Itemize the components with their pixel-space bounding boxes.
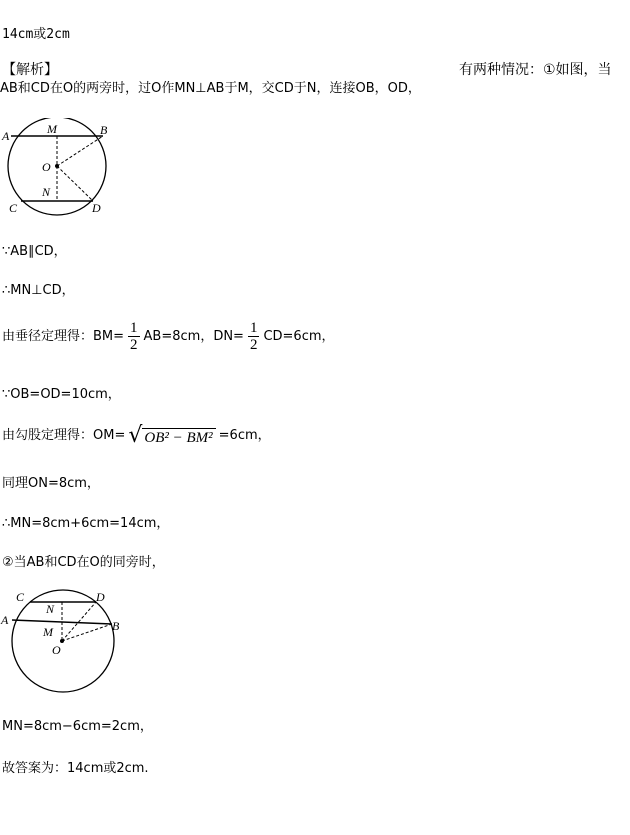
figure-same-side [0, 586, 125, 696]
label-b: B [112, 619, 120, 633]
step-difference: MN=8cm−6cm=2cm， [2, 719, 153, 734]
label-c: C [16, 590, 25, 604]
center-point [55, 164, 59, 168]
step-similarly: 同理ON=8cm， [2, 476, 100, 491]
step-parallel: ∵AB∥CD， [2, 244, 67, 259]
label-n: N [42, 185, 51, 199]
answer-line: 14cm或2cm [2, 27, 70, 42]
text: 由勾股定理得：OM= [2, 428, 126, 443]
figure-opposite-sides [0, 118, 112, 218]
label-a: A [2, 129, 10, 143]
label-a: A [1, 613, 9, 627]
step-perpendicular: ∴MN⊥CD， [2, 283, 75, 298]
fraction-half: $\frac{1}{2}$ [249, 320, 258, 353]
step-radius: ∵OB=OD=10cm， [2, 387, 121, 402]
analysis-title: 【解析】 [2, 62, 58, 78]
step-perpendicular-bisector [2, 320, 335, 353]
label-o: O [52, 643, 61, 657]
text: AB=8cm，DN= [143, 329, 244, 344]
final-answer: 故答案为：14cm或2cm. [2, 761, 149, 776]
case-two-heading: ②当AB和CD在O的同旁时， [2, 555, 165, 570]
label-b: B [100, 123, 108, 137]
label-c: C [9, 201, 18, 215]
label-m: M [47, 122, 57, 136]
step-pythagoras [2, 424, 271, 447]
label-d: D [92, 201, 101, 215]
text: =6cm， [218, 428, 271, 443]
text: 由垂径定理得：BM= [2, 329, 125, 344]
step-sum: ∴MN=8cm+6cm=14cm， [2, 516, 170, 531]
fraction-half: $\frac{1}{2}$ [130, 320, 138, 353]
segment-od [57, 166, 93, 201]
label-n: N [46, 602, 55, 616]
label-d: D [96, 590, 105, 604]
square-root: √ OB² − BM² [128, 425, 215, 447]
intro-line: AB和CD在O的两旁时，过O作MN⊥AB于M，交CD于N，连接OB，OD， [0, 81, 421, 96]
intro-right: 有两种情况：①如图，当 [459, 62, 612, 78]
label-m: M [43, 625, 53, 639]
segment-ob [57, 136, 103, 166]
text: CD=6cm， [263, 329, 335, 344]
label-o: O [42, 160, 51, 174]
